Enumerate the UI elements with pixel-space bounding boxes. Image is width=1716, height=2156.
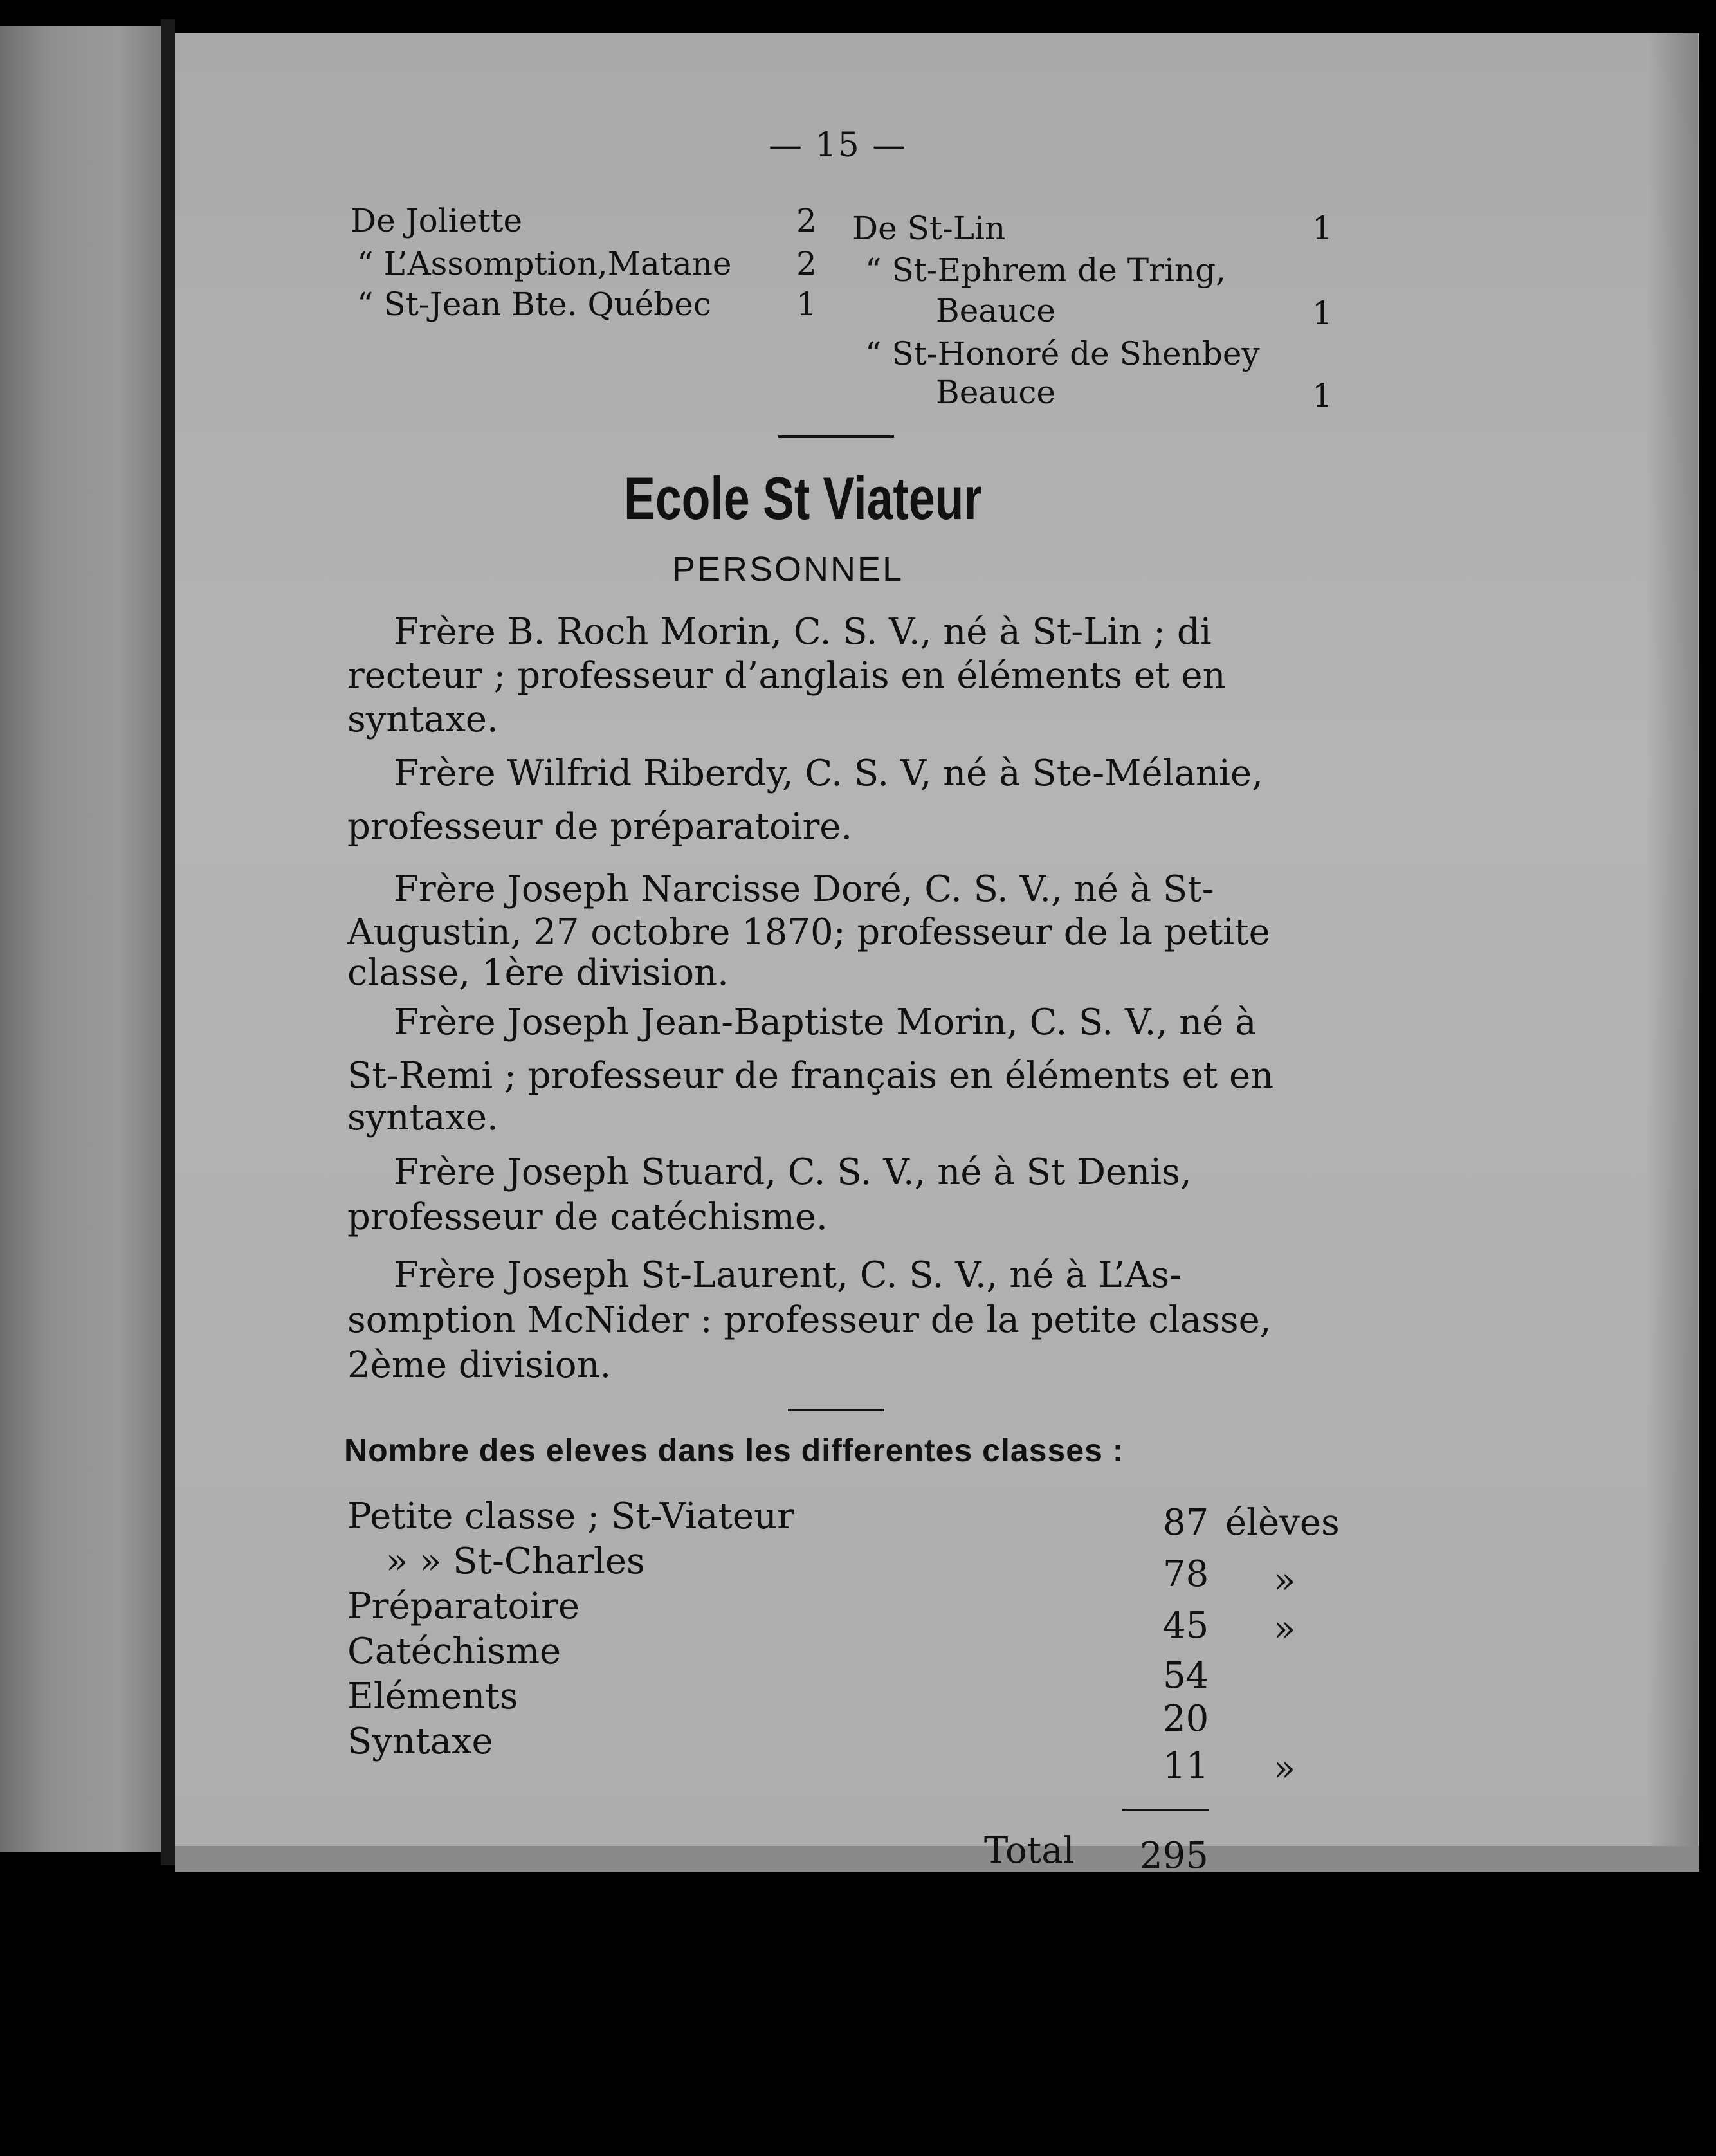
section-subheading: PERSONNEL [672, 550, 904, 589]
origin-right-count: 1 [1312, 295, 1333, 332]
class-name: Petite classe ; St-Viateur [347, 1495, 794, 1537]
personnel-line: Frère Wilfrid Riberdy, C. S. V, né à Ste-Mélanie, [394, 753, 1263, 794]
class-count: 11 [1163, 1745, 1209, 1787]
origin-right-label: De St-Lin [852, 210, 1006, 247]
page-bottom-edge [175, 1846, 1699, 1872]
class-unit: » [1273, 1560, 1296, 1602]
personnel-line: Frère Joseph Jean-Baptiste Morin, C. S. V., né à [394, 1001, 1257, 1043]
personnel-line: Frère B. Roch Morin, C. S. V., né à St-Lin ; di [394, 611, 1212, 653]
class-count: 78 [1163, 1553, 1209, 1595]
class-count: 54 [1163, 1655, 1209, 1697]
total-value: 295 [1140, 1835, 1209, 1877]
table-title: Nombre des eleves dans les differentes classes : [344, 1432, 1124, 1468]
personnel-line: Frère Joseph Stuard, C. S. V., né à St Denis, [394, 1151, 1192, 1193]
class-count: 20 [1163, 1698, 1209, 1740]
book-spine [161, 19, 175, 1865]
origin-right-label: Beauce [936, 292, 1055, 329]
origin-left-label: “ L’Assomption,Matane [357, 245, 732, 282]
origin-left-count: 1 [796, 286, 817, 323]
personnel-line: Augustin, 27 octobre 1870; professeur de la petite [347, 911, 1270, 953]
total-label: Total [984, 1830, 1075, 1872]
personnel-line: somption McNider : professeur de la petite classe, [347, 1299, 1272, 1341]
origin-right-label: “ St-Honoré de Shenbey [865, 335, 1260, 372]
personnel-line: syntaxe. [347, 699, 498, 740]
origin-left-count: 2 [796, 245, 817, 282]
page-number: — 15 — [769, 126, 908, 165]
class-count: 87 [1163, 1502, 1209, 1544]
section-heading: Ecole St Viateur [624, 464, 982, 532]
personnel-line: St-Remi ; professeur de français en éléments et en [347, 1055, 1274, 1097]
page-edge-shadow [1647, 33, 1698, 1870]
class-unit: élèves [1225, 1502, 1340, 1544]
personnel-line: Frère Joseph St-Laurent, C. S. V., né à L’As- [394, 1254, 1182, 1296]
class-name: Eléments [347, 1676, 518, 1717]
origin-right-label: Beauce [936, 374, 1055, 411]
facing-page [0, 26, 169, 1852]
origin-right-label: “ St-Ephrem de Tring, [865, 251, 1227, 289]
class-name: » » St-Charles [386, 1540, 645, 1582]
origin-right-count: 1 [1312, 210, 1333, 247]
origin-right-count: 1 [1312, 377, 1333, 414]
personnel-line: professeur de préparatoire. [347, 806, 853, 848]
divider [778, 435, 894, 438]
class-name: Syntaxe [347, 1721, 493, 1762]
personnel-line: professeur de catéchisme. [347, 1196, 828, 1238]
personnel-line: classe, 1ère division. [347, 952, 729, 994]
origin-left-label: “ St-Jean Bte. Québec [357, 286, 711, 323]
origin-left-label: De Joliette [351, 202, 523, 239]
personnel-line: syntaxe. [347, 1097, 498, 1138]
class-name: Catéchisme [347, 1631, 561, 1672]
class-unit: » [1273, 1608, 1296, 1650]
divider [788, 1409, 884, 1411]
personnel-line: Frère Joseph Narcisse Doré, C. S. V., né à St- [394, 868, 1214, 910]
personnel-line: 2ème division. [347, 1344, 612, 1386]
origin-left-count: 2 [796, 202, 817, 239]
class-count: 45 [1163, 1605, 1209, 1647]
total-rule [1122, 1809, 1209, 1811]
class-unit: » [1273, 1748, 1296, 1789]
personnel-line: recteur ; professeur d’anglais en éléments et en [347, 655, 1226, 697]
class-name: Préparatoire [347, 1585, 580, 1627]
